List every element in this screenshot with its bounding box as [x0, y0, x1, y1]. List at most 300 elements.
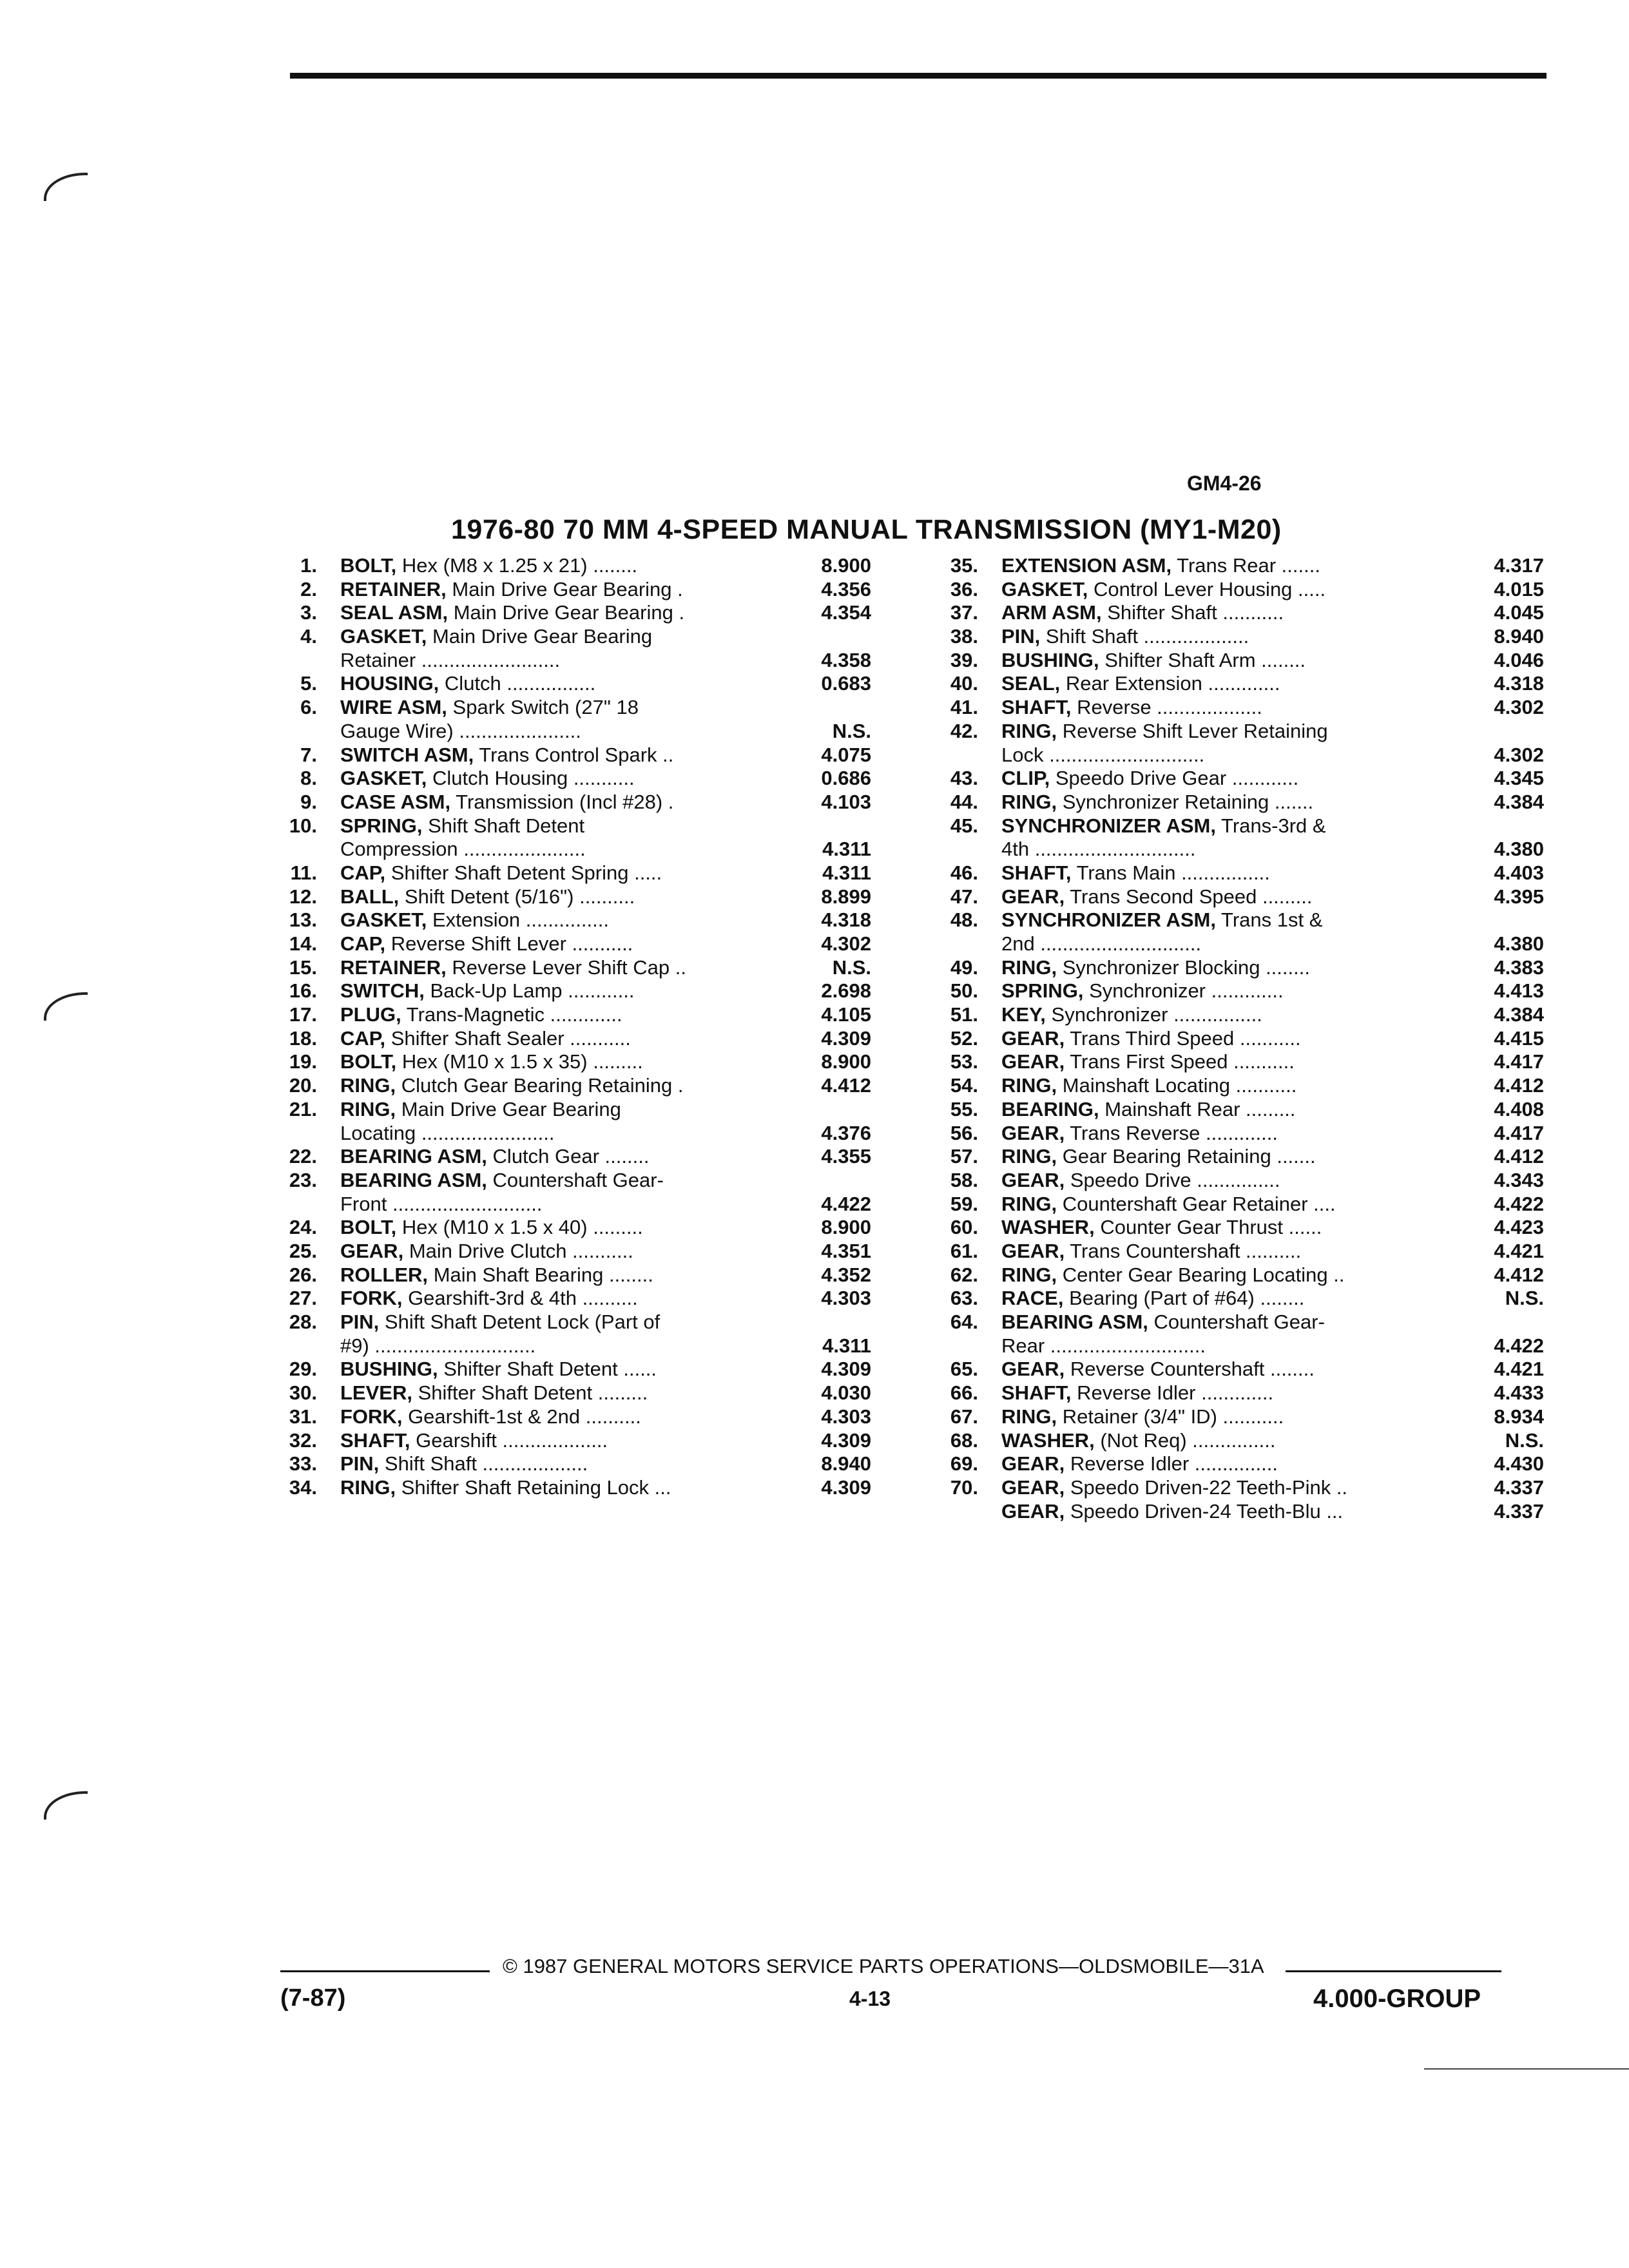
- description-line: [1001, 601, 1504, 625]
- group-code: 4.380: [1494, 932, 1544, 956]
- description-line: [1001, 1429, 1504, 1453]
- description-text: Hex (M8 x 1.25 x 21) ........: [401, 554, 638, 577]
- part-entry: [927, 1311, 1544, 1358]
- group-code: 4.417: [1494, 1050, 1544, 1073]
- part-name: SYNCHRONIZER ASM,: [1001, 814, 1216, 837]
- part-name: SEAL,: [1001, 672, 1061, 695]
- group-code: 4.395: [1494, 885, 1544, 908]
- part-number: 51.: [950, 1003, 978, 1026]
- description-line: [1001, 1074, 1504, 1098]
- group-code: 4.358: [821, 648, 871, 671]
- description-text: Trans Rear .......: [1177, 554, 1320, 577]
- part-number: 55.: [950, 1097, 978, 1120]
- part-name: RING,: [1001, 719, 1057, 742]
- group-code: 8.940: [821, 1452, 871, 1475]
- group-code: 4.311: [822, 838, 871, 861]
- punch-mark-middle: [44, 992, 88, 1021]
- part-name: GEAR,: [1001, 1050, 1065, 1073]
- part-description: [340, 744, 1023, 767]
- part-number: 44.: [950, 790, 978, 813]
- description-line: [340, 1216, 1023, 1240]
- part-name: BEARING ASM,: [340, 1168, 487, 1191]
- group-code: 4.422: [821, 1192, 871, 1215]
- group-code: 4.352: [821, 1263, 871, 1286]
- part-entry: [927, 649, 1544, 673]
- part-number: 31.: [289, 1405, 317, 1428]
- part-number: 24.: [289, 1216, 317, 1239]
- description-text: Lock ............................: [1001, 743, 1205, 766]
- description-text: Mainshaft Locating ...........: [1062, 1074, 1297, 1097]
- part-number: 63.: [950, 1287, 978, 1310]
- part-number: 65.: [950, 1358, 978, 1381]
- part-name: KEY,: [1001, 1003, 1046, 1026]
- part-name: RETAINER,: [340, 577, 447, 601]
- part-description: [1001, 1500, 1504, 1524]
- description-line: [340, 625, 1023, 649]
- group-code: 8.900: [821, 554, 871, 577]
- description-line: [1001, 672, 1504, 696]
- part-name: GEAR,: [1001, 1358, 1065, 1381]
- part-name: ARM ASM,: [1001, 601, 1102, 624]
- part-description: [1001, 1240, 1504, 1264]
- part-number: 69.: [950, 1452, 978, 1475]
- description-text: Trans Countershaft ..........: [1070, 1239, 1302, 1262]
- part-entry: [265, 1405, 871, 1429]
- part-name: LEVER,: [340, 1381, 412, 1405]
- part-number: 14.: [289, 932, 317, 956]
- group-code: 4.303: [821, 1405, 871, 1428]
- part-description: [340, 932, 1023, 956]
- description-text: Control Lever Housing .....: [1093, 577, 1326, 601]
- part-name: GEAR,: [1001, 1499, 1065, 1523]
- description-line: [1001, 554, 1504, 578]
- group-code: 4.412: [1494, 1145, 1544, 1168]
- part-number: 53.: [950, 1050, 978, 1073]
- group-code: 4.354: [821, 601, 871, 624]
- part-description: [340, 1311, 1023, 1358]
- description-line: [340, 1358, 1023, 1381]
- description-text: Bearing (Part of #64) ........: [1069, 1287, 1305, 1310]
- group-code: 4.380: [1494, 838, 1544, 861]
- description-text: Gauge Wire) ......................: [340, 719, 581, 742]
- description-line: [340, 814, 1023, 838]
- part-entry: [927, 956, 1544, 980]
- part-description: [340, 1050, 1023, 1074]
- group-code: 4.351: [821, 1240, 871, 1263]
- part-description: [340, 1074, 1023, 1098]
- part-name: SHAFT,: [1001, 1381, 1072, 1405]
- part-number: 5.: [300, 672, 317, 695]
- parts-list-left-column: [265, 554, 871, 1500]
- part-number: 1.: [300, 554, 317, 577]
- part-number: 15.: [289, 956, 317, 979]
- group-code: 4.415: [1494, 1026, 1544, 1050]
- group-code: 8.934: [1494, 1405, 1544, 1428]
- part-description: [340, 885, 1023, 909]
- part-name: FORK,: [340, 1287, 403, 1310]
- part-name: BEARING ASM,: [1001, 1311, 1148, 1334]
- description-line: [1001, 979, 1504, 1003]
- description-line: [340, 861, 1023, 885]
- part-description: [340, 979, 1023, 1003]
- group-code: 4.355: [821, 1145, 871, 1168]
- punch-mark-top: [44, 173, 88, 201]
- description-text: Back-Up Lamp ............: [430, 979, 635, 1003]
- group-code: 4.423: [1494, 1216, 1544, 1239]
- description-text: Countershaft Gear-: [1153, 1311, 1325, 1334]
- description-line: [340, 932, 1023, 956]
- description-text: Clutch ................: [444, 672, 596, 695]
- part-number: 46.: [950, 861, 978, 884]
- part-description: [340, 1240, 1023, 1264]
- description-text: Shifter Shaft Detent ......: [443, 1358, 657, 1381]
- part-number: 17.: [289, 1003, 317, 1026]
- description-line: [340, 956, 1023, 980]
- part-number: 18.: [289, 1026, 317, 1050]
- part-entry: [927, 1405, 1544, 1429]
- part-entry: [927, 1500, 1544, 1524]
- description-text: Clutch Gear Bearing Retaining .: [401, 1074, 684, 1097]
- part-name: BOLT,: [340, 554, 397, 577]
- part-description: [1001, 908, 1504, 956]
- description-text: Main Drive Clutch ...........: [409, 1240, 633, 1263]
- top-rule: [290, 73, 1547, 79]
- part-name: PLUG,: [340, 1003, 401, 1026]
- description-text: Extension ...............: [432, 908, 609, 932]
- group-code: 4.343: [1494, 1168, 1544, 1191]
- part-number: 42.: [950, 719, 978, 742]
- part-description: [340, 1381, 1023, 1405]
- group-code: 4.430: [1494, 1452, 1544, 1475]
- part-number: 48.: [950, 908, 978, 932]
- description-text: Countershaft Gear Retainer ....: [1062, 1192, 1336, 1215]
- part-description: [1001, 1429, 1504, 1453]
- part-name: GEAR,: [1001, 1168, 1065, 1191]
- part-name: BUSHING,: [340, 1358, 438, 1381]
- part-description: [340, 814, 1023, 861]
- part-entry: [265, 696, 871, 743]
- description-line: [1001, 1098, 1504, 1122]
- description-text: Synchronizer .............: [1089, 979, 1284, 1003]
- description-line: [340, 1476, 1023, 1500]
- part-name: RING,: [1001, 1074, 1057, 1097]
- part-entry: [927, 1240, 1544, 1264]
- description-text: Reverse Shift Lever ...........: [390, 932, 633, 956]
- description-text: Trans Third Speed ...........: [1070, 1026, 1301, 1050]
- part-description: [1001, 767, 1504, 791]
- part-name: GASKET,: [340, 625, 427, 648]
- part-entry: [927, 1027, 1544, 1051]
- part-entry: [927, 1003, 1544, 1027]
- description-line: [1001, 1500, 1504, 1524]
- part-entry: [265, 1429, 871, 1453]
- description-text: Gearshift-1st & 2nd ..........: [408, 1405, 641, 1428]
- part-entry: [265, 1027, 871, 1051]
- part-description: [1001, 1405, 1504, 1429]
- group-code: 4.383: [1494, 956, 1544, 979]
- part-number: 22.: [289, 1145, 317, 1168]
- part-description: [340, 601, 1023, 625]
- part-description: [340, 1358, 1023, 1381]
- description-line: [1001, 791, 1504, 814]
- part-number: 3.: [300, 601, 317, 624]
- part-entry: [927, 1287, 1544, 1311]
- description-line: [340, 885, 1023, 909]
- part-entry: [265, 1476, 871, 1500]
- part-entry: [927, 814, 1544, 861]
- description-line: [1001, 1145, 1504, 1169]
- part-entry: [927, 1074, 1544, 1098]
- part-number: 61.: [950, 1239, 978, 1262]
- part-description: [340, 767, 1023, 791]
- description-line: [340, 744, 1023, 767]
- part-number: 62.: [950, 1263, 978, 1286]
- part-name: SHAFT,: [1001, 861, 1072, 884]
- part-description: [340, 1452, 1023, 1476]
- part-number: 32.: [289, 1428, 317, 1452]
- part-name: GASKET,: [340, 908, 427, 932]
- description-text: Synchronizer ................: [1051, 1003, 1262, 1026]
- group-code: 4.309: [821, 1358, 871, 1381]
- description-line: [1001, 1405, 1504, 1429]
- part-description: [340, 672, 1023, 696]
- description-text: Shifter Shaft ...........: [1107, 601, 1284, 624]
- part-description: [1001, 672, 1504, 696]
- description-line: [1001, 767, 1504, 791]
- part-entry: [927, 1381, 1544, 1405]
- part-entry: [927, 1452, 1544, 1476]
- part-entry: [927, 720, 1544, 767]
- part-number: 25.: [289, 1240, 317, 1263]
- part-description: [1001, 1145, 1504, 1169]
- part-name: RING,: [340, 1074, 396, 1097]
- group-code: 4.417: [1494, 1121, 1544, 1144]
- description-line: [1001, 1311, 1504, 1334]
- punch-mark-bottom: [44, 1791, 88, 1820]
- part-description: [340, 1264, 1023, 1287]
- part-name: SPRING,: [1001, 979, 1084, 1003]
- part-entry: [927, 1358, 1544, 1381]
- part-number: 30.: [289, 1381, 317, 1405]
- part-name: SWITCH,: [340, 979, 425, 1003]
- part-entry: [927, 1145, 1544, 1169]
- part-name: EXTENSION ASM,: [1001, 554, 1172, 577]
- part-number: 35.: [950, 554, 978, 577]
- part-entry: [927, 1216, 1544, 1240]
- part-number: 57.: [950, 1145, 978, 1168]
- description-text: Shift Shaft ...................: [1045, 625, 1249, 648]
- description-text: Main Drive Gear Bearing .: [453, 601, 685, 624]
- part-number: 29.: [289, 1358, 317, 1381]
- description-line: [1001, 1003, 1504, 1027]
- part-entry: [927, 908, 1544, 956]
- part-name: BOLT,: [340, 1216, 397, 1239]
- part-name: BOLT,: [340, 1050, 397, 1073]
- part-name: FORK,: [340, 1405, 403, 1428]
- description-text: #9) .............................: [340, 1334, 536, 1357]
- part-name: RACE,: [1001, 1287, 1064, 1310]
- description-text: Mainshaft Rear .........: [1104, 1097, 1296, 1120]
- part-entry: [265, 1381, 871, 1405]
- part-description: [1001, 696, 1504, 720]
- part-description: [340, 625, 1023, 672]
- description-text: Synchronizer Blocking ........: [1062, 956, 1310, 979]
- part-description: [1001, 1074, 1504, 1098]
- part-number: 2.: [300, 577, 317, 601]
- part-name: PIN,: [340, 1311, 380, 1334]
- description-text: Trans First Speed ...........: [1070, 1050, 1295, 1073]
- group-code: 0.683: [821, 672, 871, 695]
- group-code: 4.421: [1494, 1358, 1544, 1381]
- part-number: 70.: [950, 1475, 978, 1499]
- description-line: [340, 1405, 1023, 1429]
- description-line: [340, 578, 1023, 602]
- group-code: 4.412: [821, 1074, 871, 1097]
- description-text: Trans-Magnetic .............: [406, 1003, 622, 1026]
- part-description: [340, 696, 1023, 743]
- part-description: [1001, 1003, 1504, 1027]
- group-code: N.S.: [832, 719, 871, 742]
- description-text: Shift Shaft ...................: [384, 1452, 588, 1475]
- group-code: 4.422: [1494, 1334, 1544, 1357]
- part-description: [340, 1405, 1023, 1429]
- group-code: 4.318: [821, 908, 871, 932]
- part-name: HOUSING,: [340, 672, 439, 695]
- description-line: [340, 720, 1023, 744]
- part-name: CAP,: [340, 861, 386, 884]
- part-entry: [265, 979, 871, 1003]
- description-line: [1001, 1476, 1504, 1500]
- part-name: WIRE ASM,: [340, 696, 447, 719]
- part-entry: [927, 1193, 1544, 1216]
- group-code: N.S.: [1505, 1428, 1544, 1452]
- description-line: [340, 672, 1023, 696]
- part-entry: [927, 1098, 1544, 1122]
- part-number: 38.: [950, 625, 978, 648]
- part-description: [1001, 1169, 1504, 1193]
- part-number: 49.: [950, 956, 978, 979]
- part-description: [340, 1145, 1023, 1169]
- description-text: Shifter Shaft Detent .........: [418, 1381, 648, 1405]
- part-description: [1001, 885, 1504, 909]
- part-entry: [265, 932, 871, 956]
- description-line: [1001, 1381, 1504, 1405]
- part-name: BEARING ASM,: [340, 1145, 487, 1168]
- part-number: 8.: [300, 767, 317, 790]
- part-name: GEAR,: [1001, 1026, 1065, 1050]
- description-line: [340, 1145, 1023, 1169]
- part-entry: [927, 885, 1544, 909]
- part-number: 28.: [289, 1311, 317, 1334]
- description-text: Shifter Shaft Detent Spring .....: [390, 861, 662, 884]
- group-code: 4.303: [821, 1287, 871, 1310]
- part-entry: [265, 1098, 871, 1145]
- description-text: 2nd .............................: [1001, 932, 1202, 956]
- group-code: 4.309: [821, 1475, 871, 1499]
- description-text: Trans Reverse .............: [1070, 1121, 1278, 1144]
- part-name: CASE ASM,: [340, 790, 451, 813]
- part-description: [340, 1027, 1023, 1051]
- group-code: 4.422: [1494, 1192, 1544, 1215]
- part-description: [1001, 979, 1504, 1003]
- part-entry: [265, 1358, 871, 1381]
- description-line: [1001, 625, 1504, 649]
- part-number: 47.: [950, 885, 978, 908]
- part-name: RING,: [1001, 1192, 1057, 1215]
- part-name: PIN,: [340, 1452, 380, 1475]
- part-description: [340, 1003, 1023, 1027]
- part-description: [340, 578, 1023, 602]
- description-text: Compression ......................: [340, 838, 586, 861]
- part-name: BALL,: [340, 885, 400, 908]
- part-entry: [927, 767, 1544, 791]
- description-line: [1001, 1169, 1504, 1193]
- description-line: [1001, 932, 1504, 956]
- description-line: [1001, 1358, 1504, 1381]
- part-number: 66.: [950, 1381, 978, 1405]
- part-entry: [265, 885, 871, 909]
- part-name: RING,: [1001, 1145, 1057, 1168]
- part-name: GEAR,: [1001, 1475, 1065, 1499]
- part-name: SHAFT,: [1001, 696, 1072, 719]
- description-line: [340, 1050, 1023, 1074]
- group-code: 4.384: [1494, 790, 1544, 813]
- part-entry: [927, 672, 1544, 696]
- part-name: WASHER,: [1001, 1428, 1095, 1452]
- description-line: [1001, 814, 1504, 838]
- part-entry: [927, 1429, 1544, 1453]
- description-text: Trans Main ................: [1076, 861, 1270, 884]
- description-text: Shift Shaft Detent Lock (Part of: [384, 1311, 660, 1334]
- group-code: 4.309: [821, 1428, 871, 1452]
- part-entry: [927, 1476, 1544, 1500]
- part-name: RING,: [1001, 790, 1057, 813]
- part-entry: [265, 578, 871, 602]
- part-name: ROLLER,: [340, 1263, 429, 1286]
- part-number: 56.: [950, 1121, 978, 1144]
- description-line: [1001, 1122, 1504, 1146]
- description-text: Speedo Drive Gear ............: [1055, 767, 1299, 790]
- part-description: [1001, 1311, 1504, 1358]
- description-line: [1001, 1452, 1504, 1476]
- part-description: [340, 1287, 1023, 1311]
- part-description: [1001, 1098, 1504, 1122]
- part-entry: [265, 1311, 871, 1358]
- description-text: Reverse Lever Shift Cap ..: [452, 956, 686, 979]
- part-number: 67.: [950, 1405, 978, 1428]
- part-entry: [265, 908, 871, 932]
- group-code: 2.698: [821, 979, 871, 1003]
- group-code: 4.105: [821, 1003, 871, 1026]
- part-name: SHAFT,: [340, 1428, 410, 1452]
- footer-rule-left: [280, 1970, 490, 1972]
- part-entry: [265, 1287, 871, 1311]
- page-title: 1976-80 70 MM 4-SPEED MANUAL TRANSMISSION (MY1-M20): [451, 514, 1282, 545]
- part-description: [1001, 601, 1504, 625]
- part-number: 4.: [300, 625, 317, 648]
- part-description: [1001, 1122, 1504, 1146]
- part-description: [1001, 1358, 1504, 1381]
- part-entry: [927, 1122, 1544, 1146]
- description-text: Trans Control Spark ..: [479, 743, 674, 766]
- part-number: 34.: [289, 1475, 317, 1499]
- description-line: [340, 1287, 1023, 1311]
- description-line: [1001, 885, 1504, 909]
- group-code: 4.412: [1494, 1263, 1544, 1286]
- description-text: Counter Gear Thrust ......: [1100, 1216, 1322, 1239]
- description-text: Speedo Driven-24 Teeth-Blu ...: [1070, 1499, 1344, 1523]
- part-number: 54.: [950, 1074, 978, 1097]
